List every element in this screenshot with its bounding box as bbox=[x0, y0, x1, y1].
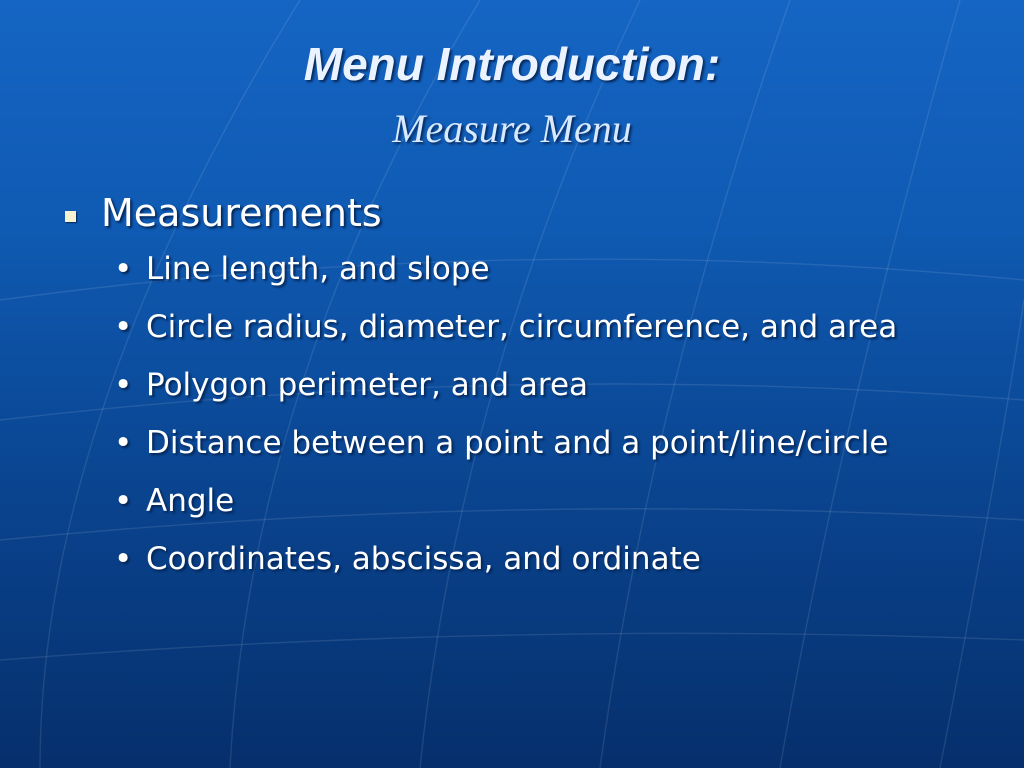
slide-body bbox=[0, 188, 1024, 594]
list-item bbox=[0, 478, 936, 524]
bullet-dot-icon: • bbox=[114, 541, 133, 577]
bullet-dot-icon: • bbox=[114, 309, 133, 345]
slide-subtitle: Measure Menu bbox=[392, 106, 632, 151]
bullet-dot-icon: • bbox=[114, 367, 133, 403]
slide-title: Menu Introduction: bbox=[303, 38, 721, 90]
bullet-dot-icon: • bbox=[114, 251, 133, 287]
list-item bbox=[0, 362, 936, 408]
main-bullet bbox=[0, 188, 1024, 238]
list-item-text: Line length, and slope bbox=[146, 251, 490, 287]
main-bullet-text: Measurements bbox=[101, 191, 382, 235]
bullet-dot-icon: • bbox=[114, 425, 133, 461]
list-item bbox=[0, 420, 936, 466]
measurement-list bbox=[0, 246, 1024, 582]
list-item-text: Circle radius, diameter, circumference, and area bbox=[146, 309, 898, 345]
list-item-text: Distance between a point and a point/line/circle bbox=[146, 425, 889, 461]
list-item bbox=[0, 304, 936, 350]
square-bullet-icon bbox=[65, 211, 76, 222]
list-item bbox=[0, 246, 936, 292]
bullet-dot-icon: • bbox=[114, 483, 133, 519]
list-item-text: Coordinates, abscissa, and ordinate bbox=[146, 541, 701, 577]
list-item-text: Angle bbox=[146, 483, 235, 519]
list-item-text: Polygon perimeter, and area bbox=[146, 367, 589, 403]
list-item bbox=[0, 536, 936, 582]
